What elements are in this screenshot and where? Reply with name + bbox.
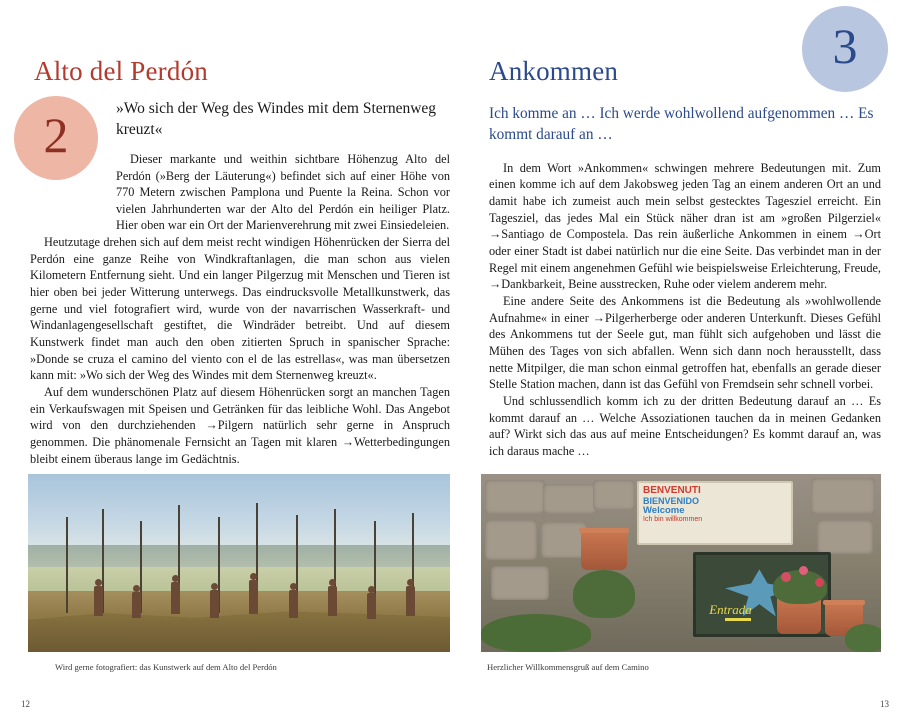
paragraph: Und schlussendlich komm ich zu der dritten Bedeutung darauf an … Es kommt darauf an … Welche Assoziationen tauchen da in meinen Gedanken auf? Wirkt sich das aus auf meine Entscheidungen? Es kommt darauf an, was ich daraus mache … [489,394,881,458]
chapter-number-badge-right [802,6,888,92]
welcome-line-english: Welcome [643,505,685,517]
photo-scene-hillside [28,474,450,652]
chapter-number-left: 2 [43,107,69,163]
welcome-line-german: Ich bin willkommen [643,516,703,524]
left-first-paragraph-block [30,151,450,234]
right-page-column [489,28,881,460]
photo-caption-right: Herzlicher Willkommensgruß auf dem Camino [487,662,649,672]
lead-quote-left: »Wo sich der Weg des Windes mit dem Sternenweg kreuzt« [116,100,437,138]
paragraph: Auf dem wunderschönen Platz auf diesem Höhenrücken sorgt an manchen Tagen ein Verkaufswagen mit Speisen und Getränken für das leibliche Wohl. Das Angebot wird von den durchziehenden →Pilgern natürlich sehr gerne in Anspruch genommen. Die phänomenale Fernsicht an Tagen mit klaren →Wetterbedingungen bleibt einem überaus lange im Gedächtnis. [30,385,450,466]
page-title-left: Alto del Perdón [34,56,208,86]
left-page-column [30,28,450,467]
photo-willkommensgruss [481,474,881,652]
paragraph: In dem Wort »Ankommen« schwingen mehrere Bedeutungen mit. Zum einen komme ich auf dem Jakobsweg jeden Tag an einem anderen Ort an und damit habe ich zumeist auch mein selbst gestecktes Tagesziel erreicht. Ein Tagesziel, das jedes Mal ein Stück näher dran ist am »großen Pilgerziel« →Santiago de Compostela. Das rein äußerliche Ankommen in einem →Ort oder einer Stadt ist dabei natürlich nur die eine Seite. Das verbindet man in der Regel mit einem angenehmen Gefühl wie beispielsweise Erleichterung, Freude, →Dankbarkeit, Beine ausstrecken, Ruhe oder vielem anderem mehr. [489,160,882,292]
paragraph: Heutzutage drehen sich auf dem meist recht windigen Höhenrücken der Sierra del Perdón eine ganze Reihe von Windkraftanlagen, die man schon aus vielen Kilometern Entfernung sieht. Und ein langer Pilgerzug mit Menschen und Tieren ist hier oben bei jeder Witterung unterwegs. Das eindrucksvolle Metallkunstwerk, das gerne und viel fotografiert wird, wurde von der navarrischen Wasserkraft- und Windanlagengesellschaft gestiftet, die Windräder betreibt. Und auf diesem Kunstwerk findet man auch den oben zitierten Spruch in spanischer Sprache: »Donde se cruza el camino del viento con el de las estrellas«, was man übersetzen kann mit: »Wo sich der Weg des Windes mit dem Sternenweg kreuzt«. [30,235,450,383]
welcome-line-italian: BENVENUTI [643,485,701,497]
welcome-line-spanish: BIENVENIDO [643,495,700,506]
welcome-sign [637,481,793,545]
page-number-right: 13 [880,699,889,709]
photo-scene-stone-wall [481,474,881,652]
arrow-icon [725,618,751,621]
chapter-number-badge-left [14,96,98,180]
photo-alto-del-perdon [28,474,450,652]
paragraph: Dieser markante und weithin sichtbare Höhenzug Alto del Perdón (»Berg der Läuterung«) befindet sich auf einer Höhe von 770 Metern zwischen Pamplona und Puente la Reina. Schon vor vielen Jahrhunderten war der Alto del Perdón ein heiliger Platz. Hier oben war ein Ort der Marienverehrung mit zwei Einsiedeleien. [116,151,450,233]
chalkboard-text: Entrada [709,602,752,618]
paragraph: Eine andere Seite des Ankommens ist die Bedeutung als »wohlwollende Aufnahme« in einer →Pilgerherberge oder anderen Unterkunft. Dieses Gefühl des Ankommens tut der Seele gut, man fühlt sich aufgehoben und lässt die Mühen des Tages von sich abfallen. Wenn sich dann noch herausstellt, dass nette Mitpilger, die man schon einmal getroffen hat, ebenfalls an gerade dieser Stelle Station machen, dann ist das Gefühl von Fremdsein sehr schnell vorbei. [489,294,881,392]
page-title-right: Ankommen [489,56,619,86]
photo-caption-left: Wird gerne fotografiert: das Kunstwerk auf dem Alto del Perdón [55,662,277,672]
lead-subtitle-right: Ich komme an … Ich werde wohlwollend aufgenommen … Es kommt darauf an … [489,105,874,144]
chapter-number-right: 3 [832,18,858,74]
page-number-left: 12 [21,699,30,709]
